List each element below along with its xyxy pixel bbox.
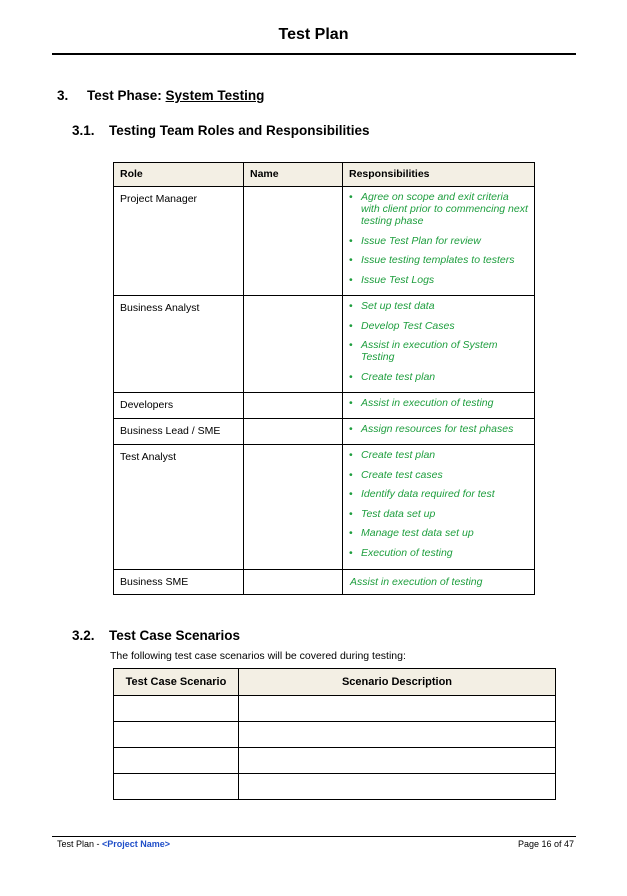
name-cell (244, 419, 343, 445)
page-number: Page 16 of 47 (517, 839, 574, 849)
name-cell (244, 445, 343, 570)
table-row (114, 774, 556, 800)
table-header-row (114, 669, 556, 696)
footer-rule (52, 836, 576, 837)
role-cell: Developers (114, 393, 244, 419)
subsection-heading-roles (72, 123, 370, 138)
section-number: 3. (57, 88, 69, 103)
section-heading (57, 88, 264, 103)
table-cell (114, 696, 239, 722)
table-row (114, 722, 556, 748)
responsibilities-cell (343, 296, 535, 393)
list-item: • Create test plan (348, 449, 530, 461)
roles-table (113, 162, 535, 595)
list-item: • Execution of testing (348, 547, 530, 559)
name-cell (244, 296, 343, 393)
list-item: • Issue testing templates to testers (348, 254, 530, 266)
role-cell: Business Analyst (114, 296, 244, 393)
table-header-row (114, 163, 535, 187)
subsection-number: 3.1. (72, 123, 95, 138)
name-cell (244, 393, 343, 419)
table-cell (239, 748, 556, 774)
table-row (114, 748, 556, 774)
table-cell (239, 696, 556, 722)
responsibility-text: Assist in execution of testing (350, 576, 483, 588)
responsibilities-cell (343, 570, 535, 595)
header-rule (52, 53, 576, 55)
scenarios-table (113, 668, 556, 800)
list-item: • Create test cases (348, 469, 530, 481)
table-cell (114, 748, 239, 774)
table-row (114, 393, 535, 419)
subsection-title: Testing Team Roles and Responsibilities (109, 123, 370, 138)
section-label: Test Phase: (87, 88, 162, 103)
table-cell (114, 774, 239, 800)
responsibilities-cell (343, 393, 535, 419)
responsibilities-cell (343, 445, 535, 570)
responsibilities-cell (343, 419, 535, 445)
header-test-case-scenario: Test Case Scenario (114, 669, 239, 696)
name-cell (244, 187, 343, 296)
list-item: • Issue Test Plan for review (348, 235, 530, 247)
list-item: • Set up test data (348, 300, 530, 312)
list-item: • Manage test data set up (348, 527, 530, 539)
role-cell: Test Analyst (114, 445, 244, 570)
list-item: • Create test plan (348, 371, 530, 383)
list-item: • Develop Test Cases (348, 320, 530, 332)
table-row (114, 696, 556, 722)
list-item: • Assist in execution of testing (348, 397, 530, 409)
role-cell: Business SME (114, 570, 244, 595)
subsection-number: 3.2. (72, 628, 95, 643)
name-cell (244, 570, 343, 595)
role-cell: Project Manager (114, 187, 244, 296)
subsection-title: Test Case Scenarios (109, 628, 241, 643)
table-row (114, 296, 535, 393)
table-row (114, 419, 535, 445)
subsection-heading-scenarios (72, 628, 240, 643)
section-name: System Testing (165, 88, 265, 103)
header-responsibilities: Responsibilities (343, 163, 535, 187)
responsibilities-cell (343, 187, 535, 296)
header-scenario-description: Scenario Description (239, 669, 556, 696)
list-item: • Assign resources for test phases (348, 423, 530, 435)
page-header-title: Test Plan (278, 26, 349, 43)
header-name: Name (244, 163, 343, 187)
table-cell (239, 774, 556, 800)
role-cell: Business Lead / SME (114, 419, 244, 445)
list-item: • Agree on scope and exit criteria with client prior to commencing next testing phase (348, 191, 530, 227)
table-row (114, 445, 535, 570)
list-item: • Assist in execution of System Testing (348, 339, 530, 363)
table-cell (239, 722, 556, 748)
table-row (114, 570, 535, 595)
table-cell (114, 722, 239, 748)
footer-document-label (57, 839, 170, 849)
table-row (114, 187, 535, 296)
footer-doc-title: Test Plan - (57, 839, 103, 849)
list-item: • Issue Test Logs (348, 274, 530, 286)
footer-project-name: <Project Name> (102, 839, 171, 849)
scenarios-intro-text: The following test case scenarios will be covered during testing: (110, 650, 406, 662)
list-item: • Test data set up (348, 508, 530, 520)
header-role: Role (114, 163, 244, 187)
list-item: • Identify data required for test (348, 488, 530, 500)
